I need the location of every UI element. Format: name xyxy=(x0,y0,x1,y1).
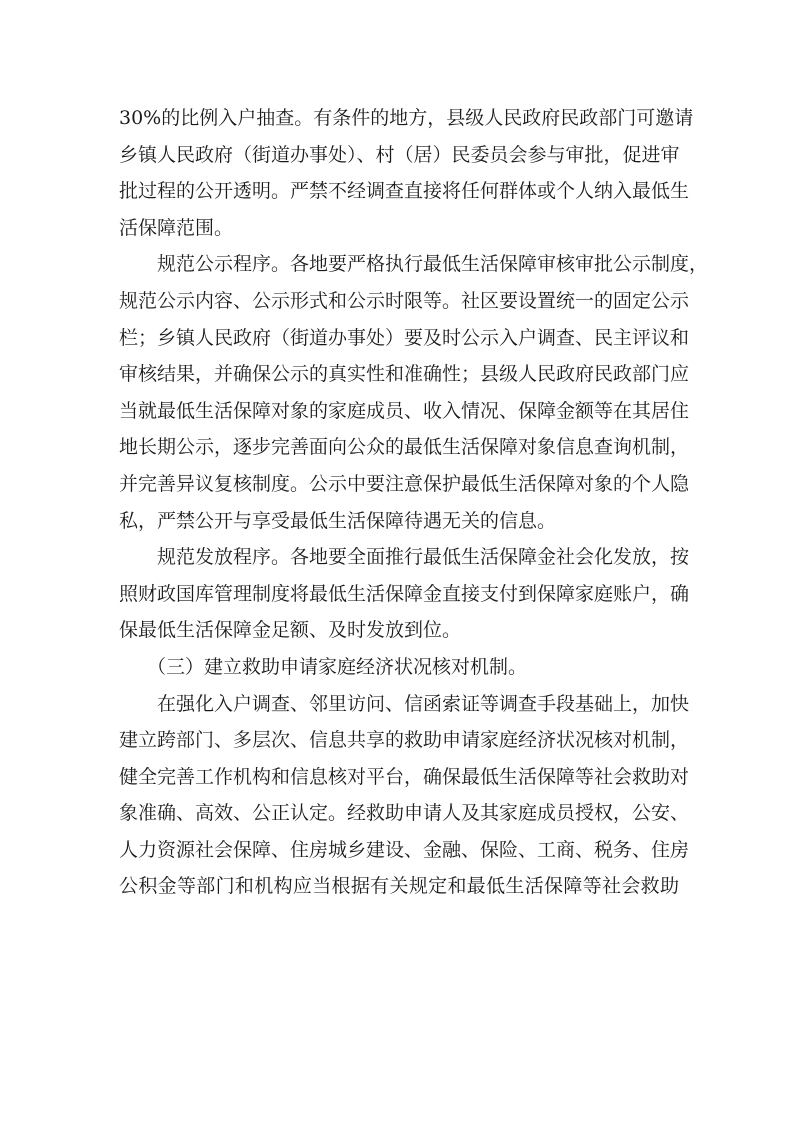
text-line: 当就最低生活保障对象的家庭成员、收入情况、保障金额等在其居住 xyxy=(119,399,690,422)
text-line: 乡镇人民政府（街道办事处）、村（居）民委员会参与审批，促进审 xyxy=(119,143,680,166)
text-line: 在强化入户调查、邻里访问、信函索证等调查手段基础上，加快 xyxy=(157,692,690,715)
text-line: 规范发放程序。各地要全面推行最低生活保障金社会化发放，按 xyxy=(157,546,690,569)
text-line: 公积金等部门和机构应当根据有关规定和最低生活保障等社会救助 xyxy=(119,875,679,898)
text-line: 象准确、高效、公正认定。经救助申请人及其家庭成员授权，公安、 xyxy=(119,802,690,825)
text-line: 规范公示程序。各地要严格执行最低生活保障审核审批公示制度， xyxy=(157,253,709,276)
paragraph-payment-procedure xyxy=(119,539,690,649)
text-line: 保最低生活保障金足额、及时发放到位。 xyxy=(119,619,462,642)
text-line: 健全完善工作机构和信息核对平台，确保最低生活保障等社会救助对 xyxy=(119,765,690,788)
section-heading-text: （三）建立救助申请家庭经济状况核对机制。 xyxy=(147,655,528,678)
paragraph-publicity-procedure xyxy=(119,246,709,539)
text-line: 栏；乡镇人民政府（街道办事处）要及时公示入户调查、民主评议和 xyxy=(119,326,690,349)
text-line: 30%的比例入户抽查。有条件的地方，县级人民政府民政部门可邀请 xyxy=(119,107,694,129)
text-line: 私，严禁公开与享受最低生活保障待遇无关的信息。 xyxy=(119,509,557,532)
paragraph-verification-mechanism xyxy=(119,686,690,906)
text-line: 活保障范围。 xyxy=(119,216,234,239)
text-line: 照财政国库管理制度将最低生活保障金直接支付到保障家庭账户，确 xyxy=(119,582,690,605)
text-line: 人力资源社会保障、住房城乡建设、金融、保险、工商、税务、住房 xyxy=(119,838,690,861)
text-line: 批过程的公开透明。严禁不经调查直接将任何群体或个人纳入最低生 xyxy=(119,180,690,203)
text-line: 规范公示内容、公示形式和公示时限等。社区要设置统一的固定公示 xyxy=(119,289,690,312)
text-line: 并完善异议复核制度。公示中要注意保护最低生活保障对象的个人隐 xyxy=(119,472,690,495)
paragraph-approval-review xyxy=(119,100,694,246)
text-line: 审核结果，并确保公示的真实性和准确性；县级人民政府民政部门应 xyxy=(119,363,690,386)
text-line: 建立跨部门、多层次、信息共享的救助申请家庭经济状况核对机制， xyxy=(119,729,690,752)
text-line: 地长期公示，逐步完善面向公众的最低生活保障对象信息查询机制， xyxy=(119,436,690,459)
document-body xyxy=(119,100,709,905)
section-heading xyxy=(119,649,679,686)
